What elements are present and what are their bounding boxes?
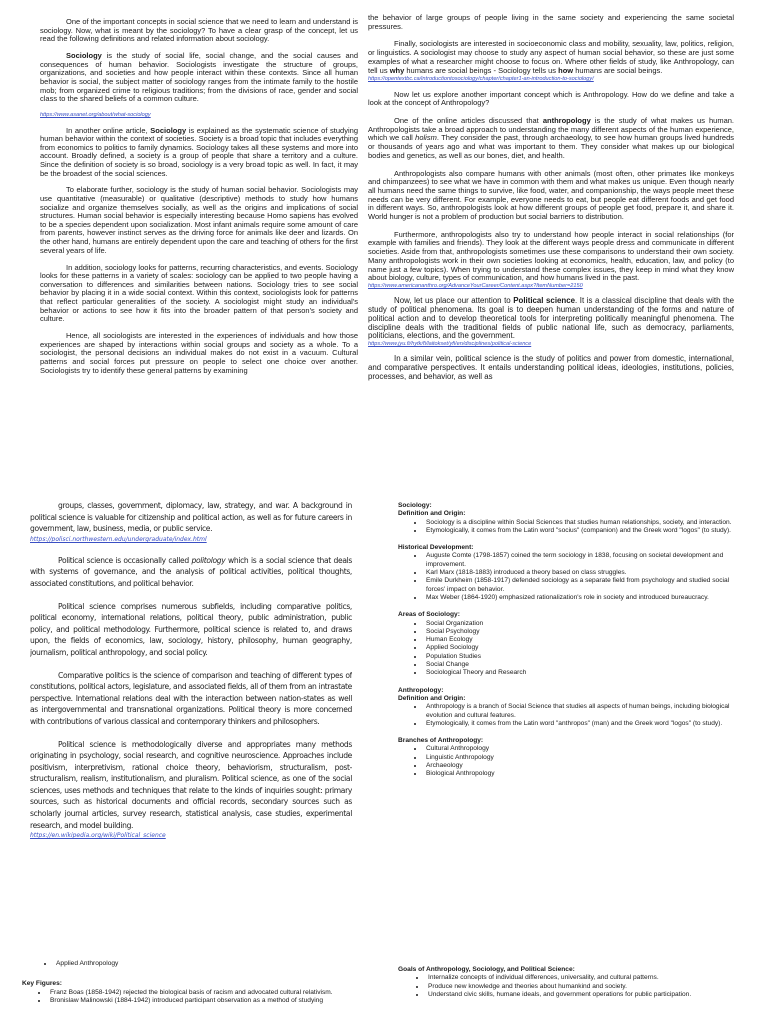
list-item: • Bronislaw Malinowski (1884-1942) introduced participant observation as a method of studying bbox=[48, 997, 362, 1005]
jyu-link[interactable]: https://www.jyu.fi/hytk/fi/laitokset/yfi/en/disciplines/political-science bbox=[368, 340, 532, 347]
sociology-patterns-paragraph: In addition, sociology looks for patterns, recurring characteristics, and events. Sociology looks for these patterns in a variety of scales: sociology can be applied to two people having a conversation to differences and similarities between nations. Sociology tries to see social behavior by placing it in a wide social context. Within this context, sociologists look for patterns that reflect particular generalities of the society. A sociologist might study an individual's behavior or actions to see how it fits into the broader pattern of that person's society and culture. bbox=[40, 262, 358, 324]
list-item: • Social Organization bbox=[424, 620, 738, 628]
political-science-column bbox=[30, 500, 352, 900]
anthropology-relationships-paragraph: Furthermore, anthropologists also try to understand how people interact in social relationships (for example with families and friends). They look at the different ways people dress and communicate in different societies. Aside from that, anthropologists sometimes use these comparisons to understand their own society. Many anthropologists work in their own societies looking at economics, health, education, law, and policy (to name just a few topics). When trying to understand these complex issues, they keep in mind what they know about biology, culture, types of communication, and how humans lived in the past. bbox=[368, 229, 734, 283]
list-item: • Sociology is a discipline within Social Sciences that studies human relationships, society, and interaction. bbox=[424, 519, 738, 527]
anthropology-definition-list bbox=[398, 703, 738, 728]
list-item: • Population Studies bbox=[424, 653, 738, 661]
key-figures-heading: Key Figures: bbox=[22, 980, 62, 988]
list-item: • Karl Marx (1818-1883) introduced a theory based on class struggles. bbox=[424, 569, 738, 577]
outline-column bbox=[398, 502, 738, 862]
northwestern-link[interactable]: https://polisci.northwestern.edu/undergraduate/index.html bbox=[30, 535, 207, 543]
areas-list bbox=[398, 620, 738, 678]
opentextbc-link[interactable]: https://opentextbc.ca/introductiontosociology/chapter/chapter1-an-introduction-to-sociology/ bbox=[368, 76, 594, 83]
americananthro-link[interactable]: https://www.americananthro.org/AdvanceYourCareer/Content.aspx?ItemNumber=2150 bbox=[368, 282, 583, 289]
sociology-intro-column bbox=[40, 18, 358, 478]
list-item: • Internalize concepts of individual differences, universality, and cultural patterns. bbox=[426, 974, 738, 982]
anthropology-compare-paragraph: Anthropologists also compare humans with other animals (most often, other primates like monkeys and chimpanzees) to see what we have in common with them and what makes us unique. Even though nearly all humans need the same things to survive, like food, water, and companionship, the ways people meet these needs can be very different. For example, everyone needs to eat, but people eat different foods and get food in different ways. So, anthropologists look at how different groups of people get food, prepare it, and share it. World hunger is not a problem of production but social barriers to distribution. bbox=[368, 168, 734, 222]
sociology-finally-paragraph: Finally, sociologists are interested in socioeconomic class and mobility, sexuality, law, politics, religion, or linguistics. A sociologist may choose to study any aspect of human social behavior, so these are just some examples of what a researcher might choose to focus on. Where other fields of study, like Anthropology, can tell us why humans are social beings - Sociology tells us how humans are social beings. bbox=[368, 39, 734, 75]
historical-development-heading: Historical Development: bbox=[398, 544, 474, 552]
list-item: • Sociological Theory and Research bbox=[424, 669, 738, 677]
anthropology-term: anthropology bbox=[542, 116, 591, 126]
sociology-definition-paragraph: Sociology is the study of social life, social change, and the social causes and consequences of human behavior. Sociologists investigate the structure of groups, organizations, and societies and how people interact within these contexts. Since all human behavior is social, the subject matter of sociology ranges from the intimate family to the hostile mob; from organized crime to religious traditions; from the divisions of race, gender and social class to the shared beliefs of a common culture. bbox=[40, 51, 358, 104]
sociology-definition-list bbox=[398, 519, 738, 536]
key-figures-section bbox=[22, 960, 362, 1024]
definition-origin-heading: Definition and Origin: bbox=[398, 510, 466, 518]
key-figures-list bbox=[22, 989, 362, 1006]
anthropology-question-paragraph: Now let us explore another important concept which is Anthropology. How do we define and take a look at the concept of Anthropology? bbox=[368, 89, 734, 108]
list-item: • Understand civic skills, humane ideals, and government operations for public participation. bbox=[426, 991, 738, 999]
methods-paragraph: Political science is methodologically diverse and appropriates many methods originating in psychology, social research, and cognitive neuroscience. Approaches include positivism, interpretivism, rational choice theory, behaviorism, structuralism, post-structuralism, realism, institutionalism, and pluralism. Political science, as one of the social sciences, uses methods and techniques that relate to the kinds of inquiries sought: primary sources, such as historical documents and official records, secondary sources such as scholarly journal articles, survey research, statistical analysis, case studies, experimental research, and model building. bbox=[30, 739, 352, 830]
list-item: • Produce new knowledge and theories about humankind and society. bbox=[426, 983, 738, 991]
continued-paragraph: groups, classes, government, diplomacy, law, strategy, and war. A background in political science is valuable for citizenship and political action, as well as for future careers in government, law, business, media, or public service. bbox=[30, 501, 352, 534]
branches-list bbox=[398, 745, 738, 778]
continued-paragraph: the behavior of large groups of people living in the same society and experiencing the same societal pressures. bbox=[368, 14, 734, 31]
anthropology-intro-column bbox=[368, 14, 734, 484]
list-item: • Archaeology bbox=[424, 762, 738, 770]
list-item: • Anthropology is a branch of Social Science that studies all aspects of human beings, including biological evolution and cultural features. bbox=[424, 703, 738, 720]
list-item: • Etymologically, it comes from the Latin word "socius" (companion) and the Greek word "logos" (to study). bbox=[424, 527, 738, 535]
goals-section bbox=[398, 966, 738, 1024]
historical-development-list bbox=[398, 552, 738, 602]
political-science-vein-paragraph: In a similar vein, political science is the study of politics and power from domestic, international, and comparative perspectives. It entails understanding political ideas, ideologies, institutions, policies, processes, and behavior, as well as bbox=[368, 354, 734, 381]
sociology-individuals-paragraph: Hence, all sociologists are interested in the experiences of individuals and how those experiences are shaped by interactions within social groups and society as a whole. To a sociologist, the personal decisions an individual makes do not exist in a vacuum. Cultural patterns and social forces put pressure on people to select one choice over another. Sociologists try to identify these general patterns by examining bbox=[40, 331, 358, 375]
list-item: • Franz Boas (1858-1942) rejected the biological basis of racism and advocated cultural relativism. bbox=[48, 989, 362, 997]
sociology-term: Sociology bbox=[66, 51, 102, 61]
branches-heading: Branches of Anthropology: bbox=[398, 737, 484, 745]
applied-list bbox=[22, 960, 362, 968]
intro-paragraph: One of the important concepts in social science that we need to learn and understand is sociology. Now, what is meant by the sociology? To have a clear grasp of the concept, let us read the following definitions and related information about sociology. bbox=[40, 18, 358, 44]
list-item: • Max Weber (1864-1920) emphasized rationalization's role in society and introduced bureaucracy. bbox=[424, 594, 738, 602]
list-item: • Cultural Anthropology bbox=[424, 745, 738, 753]
sociology-term: Sociology bbox=[150, 125, 187, 135]
politology-paragraph: Political science is occasionally called politology which is a social science that deals with systems of governance, and the analysis of political activities, political thoughts, associated constitutions, and political behavior. bbox=[30, 555, 352, 588]
political-science-intro-paragraph: Now, let us place our attention to Political science. It is a classical discipline that deals with the study of political phenomena. Its goal is to deepen human understanding of the forms and nature of political action and to develop theoretical tools for interpreting politically meaningful phenomena. The discipline deals with the traditional fields of public national life, such as democracy, parliaments, politicians, elections, and the government. bbox=[368, 296, 734, 341]
areas-heading: Areas of Sociology: bbox=[398, 611, 460, 619]
definition-origin-heading: Definition and Origin: bbox=[398, 694, 466, 702]
subfields-paragraph: Political science comprises numerous subfields, including comparative politics, political economy, international relations, political theory, public administration, public policy, and political methodology. Furthermore, political science is related to, and draws upon, the fields of economics, law, sociology, history, philosophy, human geography, journalism, political anthropology, and social policy. bbox=[30, 601, 352, 657]
goals-list bbox=[398, 974, 738, 999]
list-item: • Etymologically, it comes from the Latin word "anthropos" (man) and the Greek word "logos" (to study). bbox=[424, 720, 738, 728]
anthropology-heading: Anthropology: bbox=[398, 686, 444, 694]
comparative-politics-paragraph: Comparative politics is the science of comparison and teaching of different types of constitutions, political actors, legislature, and associated fields, all of them from an intrastate perspective. International relations deal with the interaction between nation-states as well as intergovernmental and transnational organizations. Political theory is more concerned with contributions of various classical and contemporary thinkers and philosophers. bbox=[30, 670, 352, 726]
sociology-elaboration-paragraph: To elaborate further, sociology is the study of human social behavior. Sociologists may use quantitative (measurable) or qualitative (descriptive) methods to study how humans socialize and organize themselves socially, as well as the origins and implications of social structures. Human social behavior is especially interesting because Homo sapiens has evolved to be a species dependent upon socialization. Most infant animals require some amount of care from parents, however instinct serves as the driving force for animals like deer and lizards. On the other hand, humans are entirely dependent upon the care and teaching of others for the first several years of life. bbox=[40, 185, 358, 255]
goals-heading: Goals of Anthropology, Sociology, and Political Science: bbox=[398, 966, 575, 973]
list-item: • Emile Durkheim (1858-1917) defended sociology as a separate field from psychology and studied social forces' impact on behavior. bbox=[424, 577, 738, 594]
list-item: • Applied Anthropology bbox=[54, 960, 362, 968]
list-item: • Human Ecology bbox=[424, 636, 738, 644]
list-item: • Applied Sociology bbox=[424, 644, 738, 652]
list-item: • Social Psychology bbox=[424, 628, 738, 636]
sociology-systematic-paragraph: In another online article, Sociology is explained as the systematic science of studying human behavior within the context of societies. Society is a broad topic that includes everything from economics to politics to family dynamics. Sociology takes all these systems and more into account. Broadly defined, a society is a group of people that share a territory and a culture. Since the definition of society is so broad, sociology is a very broad topic as well. In fact, it may be the broadest of the social sciences. bbox=[40, 125, 358, 178]
anthropology-definition-paragraph: One of the online articles discussed that anthropology is the study of what makes us human. Anthropologists take a broad approach to understanding the many different aspects of the human experience, which we call holism. They consider the past, through archaeology, to see how human groups lived hundreds or thousands of years ago and what was important to them. They consider what makes up our biological bodies and genetics, as well as our bones, diet, and health. bbox=[368, 116, 734, 160]
list-item: • Auguste Comte (1798-1857) coined the term sociology in 1838, focusing on societal development and improvement. bbox=[424, 552, 738, 569]
list-item: • Linguistic Anthropology bbox=[424, 754, 738, 762]
wikipedia-link[interactable]: https://en.wikipedia.org/wiki/Political_science bbox=[30, 832, 166, 840]
political-science-term: Political science bbox=[513, 296, 576, 306]
sociology-heading: Sociology: bbox=[398, 502, 432, 509]
asanet-link[interactable]: https://www.asanet.org/about/what-sociology bbox=[40, 112, 151, 119]
list-item: • Social Change bbox=[424, 661, 738, 669]
list-item: • Biological Anthropology bbox=[424, 770, 738, 778]
